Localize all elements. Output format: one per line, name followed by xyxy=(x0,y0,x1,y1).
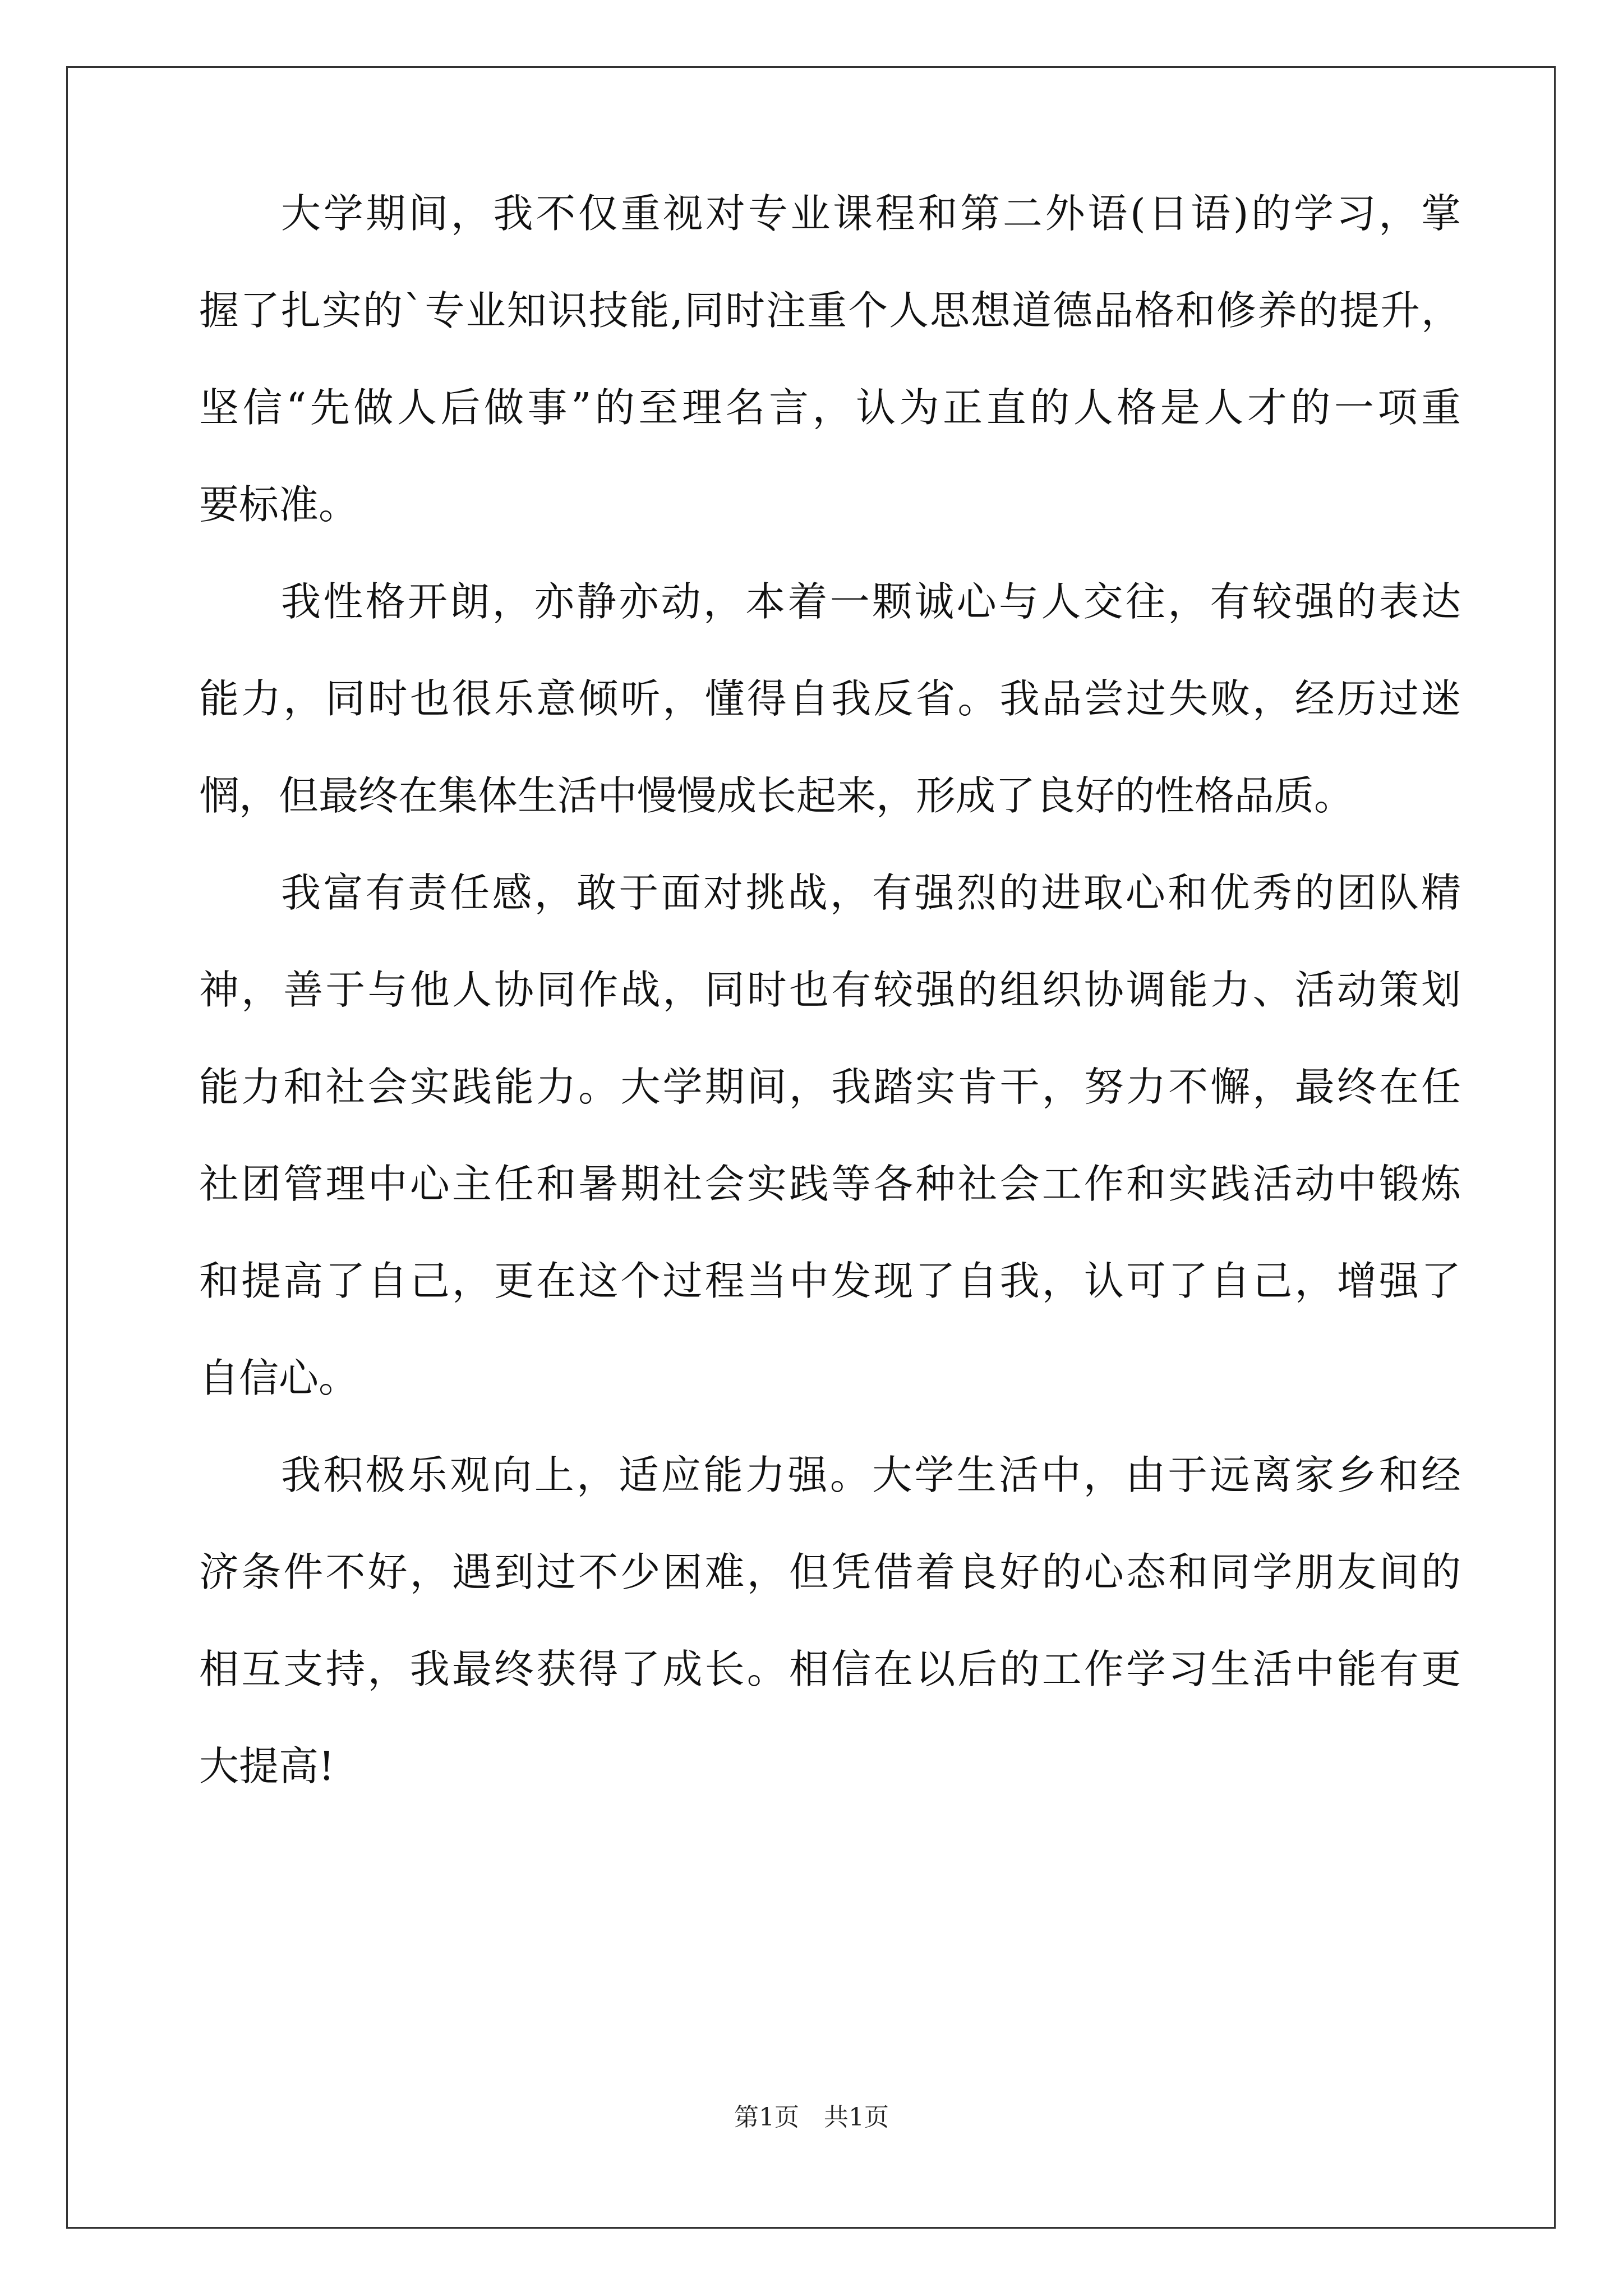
paragraph-line: 惘，但最终在集体生活中慢慢成长起来，形成了良好的性格品质。 xyxy=(199,772,1354,819)
paragraph-line: 握了扎实的`专业知识技能,同时注重个人思想道德品格和修养的提升， xyxy=(199,287,1461,334)
paragraph-line: 大学期间，我不仅重视对专业课程和第二外语(日语)的学习，掌 xyxy=(281,190,1461,237)
paragraph-line: 和提高了自己，更在这个过程当中发现了自我，认可了自己，增强了 xyxy=(199,1258,1461,1304)
paragraph-line: 大提高! xyxy=(199,1743,335,1789)
paragraph-line: 自信心。 xyxy=(199,1355,359,1401)
paragraph-line: 坚信“先做人后做事”的至理名言，认为正直的人格是人才的一项重 xyxy=(199,384,1461,431)
paragraph-line: 神，善于与他人协同作战，同时也有较强的组织协调能力、活动策划 xyxy=(199,967,1461,1013)
document-body xyxy=(199,190,1461,1843)
paragraph-line: 相互支持，我最终获得了成长。相信在以后的工作学习生活中能有更 xyxy=(199,1646,1461,1692)
paragraph-line: 能力，同时也很乐意倾听，懂得自我反省。我品尝过失败，经历过迷 xyxy=(199,675,1461,722)
paragraph-line: 社团管理中心主任和暑期社会实践等各种社会工作和实践活动中锻炼 xyxy=(199,1161,1461,1207)
paragraph-line: 我积极乐观向上，适应能力强。大学生活中，由于远离家乡和经 xyxy=(281,1452,1461,1498)
paragraph-line: 我性格开朗，亦静亦动，本着一颗诚心与人交往，有较强的表达 xyxy=(281,578,1461,625)
paragraph-line: 济条件不好，遇到过不少困难，但凭借着良好的心态和同学朋友间的 xyxy=(199,1549,1461,1595)
paragraph-line: 能力和社会实践能力。大学期间，我踏实肯干，努力不懈，最终在任 xyxy=(199,1064,1461,1110)
paragraph-line: 要标准。 xyxy=(199,481,359,528)
page-number-footer: 第1页 共1页 xyxy=(734,2103,889,2132)
paragraph-line: 我富有责任感，敢于面对挑战，有强烈的进取心和优秀的团队精 xyxy=(281,869,1461,916)
